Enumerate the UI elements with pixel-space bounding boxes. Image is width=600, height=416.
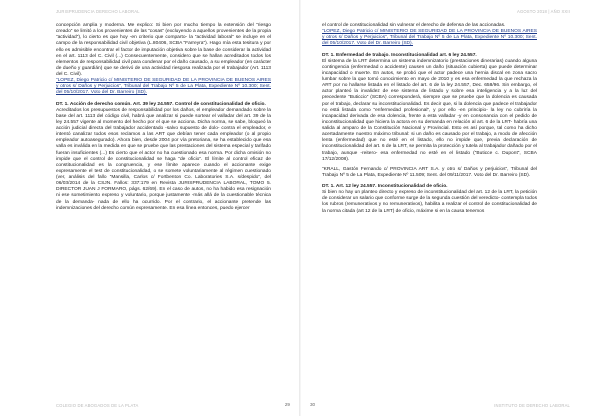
section-heading: DT. 1. Enfermedad de trabajo. Inconstitucionalidad art. 6 ley 24.557. — [322, 52, 477, 58]
body-paragraph: Si bien no hay un planteo directo y expreso de inconstitucionalidad del art. 12 de la LRT, la petición de considerar un salario que conforme surge de la segunda cuestión del veredicto- contempla todos los rubros (remunerativos y no remunerativos), habilita a realizar el control de constitucionalidad de la norma citada (art 12 de la LRT) de oficio, máxime si en la causa tenemos — [322, 190, 537, 214]
page-footer: COLEGIO DE ABOGADOS DE LA PLATA — [56, 403, 139, 408]
text-column — [322, 23, 537, 215]
page-number: 29 — [284, 402, 290, 407]
page-footer: INSTITUTO DE DERECHO LABORAL — [494, 403, 570, 408]
body-paragraph: el control de constitucionalidad sin vulnerar el derecho de defensa de las accionadas. — [322, 23, 506, 28]
running-head: JURISPRUDENCIA DERECHO LABORAL — [56, 9, 140, 14]
page-number: 30 — [310, 402, 316, 407]
body-paragraph: El sistema de la LRT determina un sistema indemnizatorio (prestaciones dinerarias) cuando alguna contingencia (enfermedad o accidente) causen un daño (situación cubierta) que puede determinar incapacidad o muerte. En autos, se probó que el actor padece una hernia discal en zona sacro lumbar sobre la que tomó conocimiento en mayo de 2010 y es esa enfermedad la que rechaza la ART por no hallarse listada en el listado del art. 6 de la ley 24.557, Dec. 658/96. Sin embargo, el actor planteó la invalidez de ese sistema de listado y sobre esa inteligencia y a la luz del precedente “Buticcio” (SCBA) corresponderá, siempre que se pruebe que la dolencia es causada por el trabajo, declarar su inconstitucionalidad. Es decir que, si la dolencia que padece el trabajador no está listada como “enfermedad profesional”, y por ello -en principio- la ley no cubriría la incapacidad derivada de esa dolencia, frente a esta valladar -y en consonancia con el pedido de inconstitucionalidad que hiciera la actora en su demanda en relación al art. 6 de la LRT- habría una salida al amparo de la Constitución Nacional y Provincial. Esto es así porque, tal como ha dicho acertadamente nuestro máximo tribunal: si un daño es causado por el trabajo, a modo de afección lenta (enfermedad) que no esté en el listado, ello no impide que, previa declaración de inconstitucionalidad del art. 6 de la LRT, se permita la protección y tutela al trabajador dañado por el trabajo, aunque -reitero- esa enfermedad no esté en el listado (“Buticce c. Dupont”, SCBA 17/12/2008). — [322, 58, 537, 162]
case-citation: “LOPEZ, Diego Patricio c/ MINISTERIO DE SEGURIDAD DE LA PROVINCIA DE BUENOS AIRES y otros s/ Daños y Perjuicios”, Tribunal del Trabajo Nº 5 de La Plata, Expediente Nº 10.300; Sent. del 05/10/2017. Voto del Dr. Barreiro (SD). — [322, 29, 537, 47]
text-column — [56, 23, 271, 212]
right-page — [300, 0, 600, 416]
body-paragraph: concepción amplia y moderna. Me explico: Si bien por mucho tiempo la extensión del “riesgo creado” se limitó a los provenientes de las “cosas” (excluyendo a aquellos provenientes de la propia “actividad”), lo cierto es que hoy -en criterio que comparto- la “actividad laboral” se incluye en el campo de la responsabilidad civil objetiva (L.80406, SCBA “Farreyra”). Hago mía esta tesitura y por ello es admisible encontrar el factor de imputación objetiva sobre la base de considerar la actividad en el art. 1113 del C. Civil (...) Consecuentemente, considero que se hallan acreditados todos los elementos de responsabilidad civil para condenar por el daño causado, a su empleador (en carácter de dueño y guardián) que se derivó de una actividad riesgosa realizada por el trabajador (Art. 1113 del C. Civil). — [56, 23, 271, 77]
case-citation: “KRALL, Gastón Fernando c/ PROVINCIA ART S.A. y otro s/ Daños y perjuicios”, Tribunal del Trabajo Nº 5 de La Plata, Expediente Nº 11.509; Sent. del 09/11/2017. Voto del Dr. Barreiro (SD). — [322, 166, 537, 178]
running-head: AGOSTO 2018 | AÑO XXII — [517, 9, 570, 14]
body-paragraph: Acreditados los presupuestos de responsabilidad por los daños, el empleador demandado sobre la base del art. 1113 del código civil, habrá que analizar si puede sortear el valladar del art. 39 de la ley 24.557 vigente al momento del hecho por el que se acciona. Dicha norma, se sabe, bloqueó la acción judicial directa del trabajador accidentado -salvo supuesto de dolo- contra el empleador, e intentó canalizar todos esos reclamos a las ART que debían tener cada empleador (o al propio empleador autoasegurado). Ahora bien, desde 2004 por vía pretoriana, se ha establecido que esa valla es inválida en la medida en que se pruebe que las prestaciones del sistema especial y tarifado fueran insuficientes (...) Es cierto que el actor no ha cuestionado esa norma. Por dicha omisión no impide que el control de constitucionalidad se haga “de oficio”. El límite al control eficaz de constitucionalidad es la congruencia, y ese límite aparece cuando el accionante exige expresamente el test de constitucionalidad, o se somete voluntariamente al régimen cuestionado (ver, análisis del fallo “Mansilla, Carlos c/ Fortbenton Co. Laboratories S.A. s/despido”, del 06/03/2014 de la CSJN. Fallos: 337:179 en Revista JURISPRUDENCIA LABORAL, TOMO 5. DIRECTOR JUAN J FORMARO, págs. 62/69). En el caso de autos, no ha habido esa resignación ni ese sometimiento expreso y voluntario, porque justamente -más allá de la cuestionable técnica de la demanda- nada de ello ha ocurrido. Por el contrario, el accionante pretende las indemnizaciones del derecho común expresamente. En esa línea entonces, puedo ejercer — [56, 107, 271, 211]
section-heading: DT. 1. Acción de derecho común. Art. 39 ley 24.557. Control de constitucionalidad de oficio. — [56, 101, 266, 107]
case-citation: “LOPEZ, Diego Patricio c/ MINISTERIO DE SEGURIDAD DE LA PROVINCIA DE BUENOS AIRES y otros s/ Daños y Perjuicios”, Tribunal del Trabajo Nº 5 de La Plata, Expediente Nº 10.300; Sent. del 05/10/2017. Voto del Dr. Barreiro (SD). — [56, 78, 271, 96]
section-heading: DT. 1. Art. 12 ley 24.557. Inconstitucionalidad de oficio. — [322, 184, 448, 189]
